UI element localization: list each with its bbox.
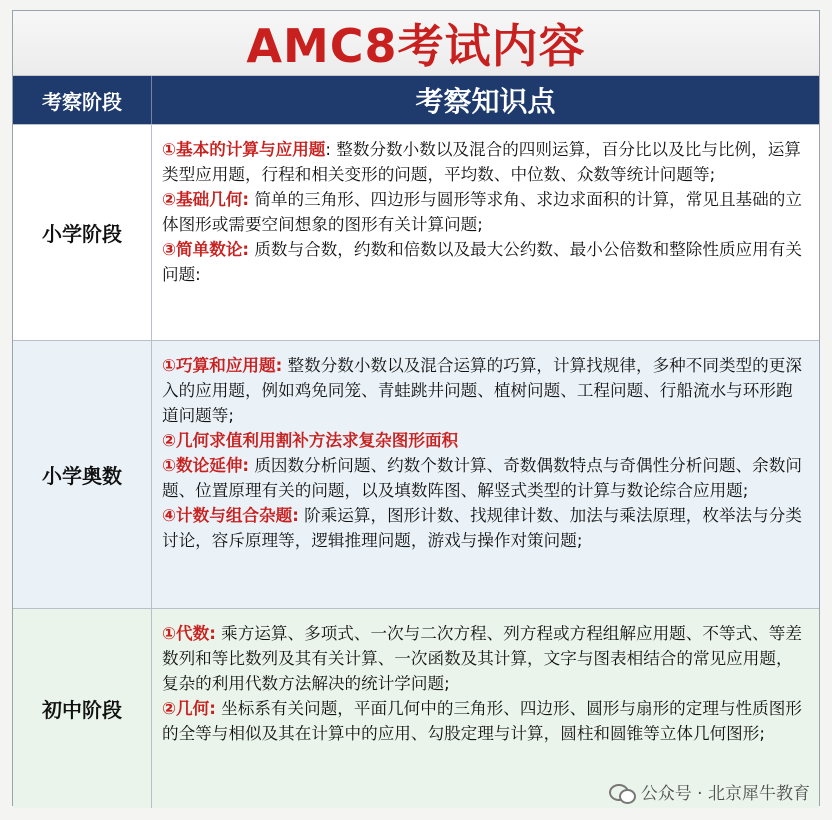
knowledge-item <box>162 503 809 553</box>
knowledge-item <box>162 453 809 503</box>
watermark <box>609 779 810 804</box>
item-text: 质因数分析问题、约数个数计算、奇数偶数特点与奇偶性分析问题、余数问题、位置原理有关的问题，以及填数阵图、解竖式类型的计算与数论综合应用题; <box>162 456 802 500</box>
table-header <box>13 76 819 124</box>
item-label: ①基本的计算与应用题 <box>162 140 326 159</box>
knowledge-points <box>152 341 819 608</box>
page-title: AMC8考试内容 <box>246 19 586 73</box>
stage-label: 小学阶段 <box>13 125 152 340</box>
item-text: 阶乘运算，图形计数、找规律计数、加法与乘法原理，枚举法与分类讨论，容斥原理等，逻辑推理问题，游戏与操作对策问题; <box>162 506 802 550</box>
knowledge-item <box>162 353 809 428</box>
table-row-middle-school <box>13 608 819 808</box>
item-label: ④计数与组合杂题: <box>162 506 299 525</box>
wechat-icon <box>609 782 635 802</box>
content-table <box>12 10 820 806</box>
header-points: 考察知识点 <box>415 85 556 118</box>
stage-label: 初中阶段 <box>13 609 152 808</box>
item-label: ③简单数论: <box>162 240 250 259</box>
knowledge-item <box>162 696 809 746</box>
item-label: ①巧算和应用题: <box>162 356 283 375</box>
item-text: 乘方运算、多项式、一次与二次方程、列方程或方程组解应用题、不等式、等差数列和等比数列及其有关计算、一次函数及其计算，文字与图表相结合的常见应用题，复杂的利用代数方法解决的统计学问题; <box>162 624 802 693</box>
item-label: ②基础几何: <box>162 190 250 209</box>
table-row-olympiad <box>13 340 819 608</box>
table-row-primary <box>13 124 819 340</box>
knowledge-points <box>152 125 819 340</box>
item-text: 质数与合数，约数和倍数以及最大公约数、最小公倍数和整除性质应用有关问题: <box>162 240 802 284</box>
item-label: ②几何: <box>162 699 216 718</box>
knowledge-item <box>162 621 809 696</box>
item-text: 坐标系有关问题，平面几何中的三角形、四边形、圆形与扇形的定理与性质图形的全等与相似及其在计算中的应用、勾股定理与计算，圆柱和圆锥等立体几何图形; <box>162 699 802 743</box>
item-label: ①数论延伸: <box>162 456 250 475</box>
knowledge-item <box>162 428 809 453</box>
item-text: : 整数分数小数以及混合的四则运算，百分比以及比与比例，运算类型应用题，行程和相关变形的问题，平均数、中位数、众数等统计问题等; <box>162 140 801 184</box>
knowledge-item <box>162 237 809 287</box>
item-text: 整数分数小数以及混合运算的巧算，计算找规律，多种不同类型的更深入的应用题，例如鸡免同笼、青蛙跳井问题、植树问题、工程问题、行船流水与环形跑道问题等; <box>162 356 802 425</box>
header-stage: 考察阶段 <box>13 76 152 124</box>
knowledge-item <box>162 137 809 187</box>
stage-label: 小学奥数 <box>13 341 152 608</box>
item-label: ①代数: <box>162 624 216 643</box>
knowledge-item <box>162 187 809 237</box>
item-label: ②几何求值利用割补方法求复杂图形面积 <box>162 431 459 450</box>
title-bar <box>13 11 819 76</box>
item-text: 简单的三角形、四边形与圆形等求角、求边求面积的计算，常见且基础的立体图形或需要空间想象的图形有关计算问题; <box>162 190 802 234</box>
watermark-text: 公众号 · 北京犀牛教育 <box>640 784 810 804</box>
